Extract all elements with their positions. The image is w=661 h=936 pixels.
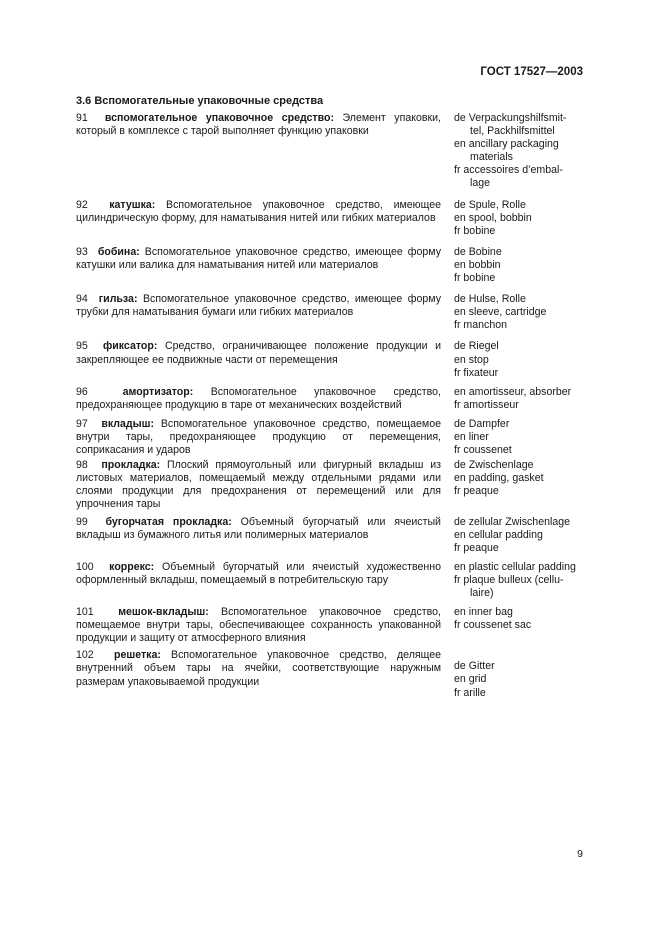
- equivalent-line: fr arille: [454, 686, 486, 699]
- entry-number: 98: [76, 459, 88, 472]
- page-number: 9: [577, 848, 583, 860]
- definition: [76, 112, 441, 191]
- equivalents: [454, 418, 586, 457]
- term-entry: [76, 386, 586, 412]
- equivalent-line: fr peaque: [454, 485, 499, 498]
- equivalent-line: en liner: [454, 430, 489, 443]
- equivalent-line: fr peaque: [454, 541, 499, 554]
- definition-text: Вспомогательное упаковочное средство, имеющее форму катушки или валика для наматывания нитей или материалов: [76, 245, 441, 271]
- equivalent-line: fr bobine: [454, 272, 496, 285]
- entry-number: 95: [76, 340, 88, 353]
- equivalent-line: en spool, bobbin: [454, 211, 532, 224]
- standard-header: ГОСТ 17527—2003: [480, 66, 583, 78]
- definition: [76, 246, 441, 285]
- term-entry: [76, 199, 586, 238]
- equivalent-line: fr manchon: [454, 319, 507, 332]
- equivalents: [454, 199, 586, 238]
- term-entry: [76, 561, 586, 600]
- term-entry: [76, 340, 586, 379]
- term-entry: [76, 459, 586, 511]
- term: бобина:: [97, 245, 140, 258]
- equivalents: [454, 386, 586, 412]
- term: вспомогательное упаковочное средство:: [104, 112, 334, 124]
- definition-text: Элемент упаковки, который в комплексе с тарой выполняет функцию упаковки: [76, 112, 441, 138]
- equivalent-line: fr bobine: [454, 224, 496, 237]
- term-entry: [76, 649, 586, 699]
- definition-text: Вспомогательное упаковочное средство, помещаемое внутри тары, обеспечивающее сохранность упакованной продукции и защиту от атмосферного влияния: [76, 606, 441, 645]
- term-entry: [76, 418, 586, 457]
- equivalent-line: de Riegel: [454, 340, 499, 353]
- equivalents: [454, 606, 586, 645]
- equivalents: [454, 516, 586, 555]
- definition-text: Вспомогательное упаковочное средство, предохраняющее продукцию в таре от механических воздействий: [76, 385, 441, 411]
- equivalent-line: de Dampfer: [454, 417, 510, 430]
- section-title: 3.6 Вспомогательные упаковочные средства: [76, 95, 324, 107]
- equivalent-line: fr fixateur: [454, 366, 499, 379]
- equivalent-line: en cellular padding: [454, 528, 543, 541]
- term: прокладка:: [101, 459, 161, 472]
- definition-text: Вспомогательное упаковочное средство, имеющее форму трубки для наматывания бумаги или гибких материалов: [76, 293, 441, 319]
- term-entries: [76, 112, 586, 700]
- equivalent-line: en stop: [454, 353, 489, 366]
- term: катушка:: [109, 198, 156, 211]
- definition: [76, 340, 441, 379]
- term-entry: [76, 246, 586, 285]
- definition: [76, 418, 441, 457]
- entry-number: 92: [76, 198, 88, 211]
- definition-text: Вспомогательное упаковочное средство, делящее внутренний объем тары на ячейки, соответствующие наружным размерам упаковываемой продукции: [76, 649, 442, 688]
- term: бугорчатая прокладка:: [105, 515, 232, 528]
- definition-text: Вспомогательное упаковочное средство, имеющее цилиндрическую форму, для наматывания нитей или гибких материалов: [76, 198, 441, 224]
- term: вкладыш:: [101, 417, 155, 430]
- definition: [76, 606, 441, 645]
- equivalent-line: fr coussenet sac: [454, 619, 532, 632]
- equivalent-line: fr amortisseur: [454, 398, 519, 411]
- term-entry: [76, 606, 586, 645]
- equivalent-line: en bobbin: [454, 258, 501, 271]
- definition: [76, 516, 441, 555]
- definition: [76, 459, 441, 511]
- definition-text: Объемный бугорчатый или ячеистый художественно оформленный вкладыш, помещаемый в потребительскую тару: [76, 560, 441, 586]
- definition: [76, 386, 441, 412]
- definition: [76, 293, 441, 332]
- equivalent-line: materials: [470, 151, 513, 164]
- equivalent-line: en sleeve, cartridge: [454, 306, 547, 319]
- equivalent-line: en amortisseur, absorber: [454, 385, 572, 398]
- equivalent-line: fr coussenet: [454, 444, 512, 457]
- definition-text: Средство, ограничивающее положение продукции и закрепляющее ее подвижные части от перемещения: [76, 340, 441, 366]
- equivalent-line: de Bobine: [454, 245, 502, 258]
- equivalent-line: tel, Packhilfsmittel: [470, 125, 555, 138]
- term: гильза:: [98, 293, 138, 306]
- entry-number: 93: [76, 245, 88, 258]
- definition-text: Объемный бугорчатый или ячеистый вкладыш из бумажного литья или полимерных материалов: [76, 515, 441, 541]
- term: решетка:: [114, 649, 161, 662]
- entry-number: 91: [76, 112, 88, 124]
- entry-number: 94: [76, 293, 88, 306]
- equivalent-line: de Gitter: [454, 660, 495, 673]
- entry-number: 101: [76, 606, 94, 619]
- equivalents: [454, 246, 586, 285]
- equivalents: [454, 649, 586, 699]
- equivalent-line: de Spule, Rolle: [454, 198, 526, 211]
- equivalent-line: en grid: [454, 673, 487, 686]
- entry-number: 96: [76, 385, 88, 398]
- definition: [76, 561, 441, 600]
- equivalents: [454, 459, 586, 511]
- equivalents: [454, 112, 586, 191]
- definition-text: Плоский прямоугольный или фигурный вкладыш из листовых материалов, помещаемый между отдельными рядами или слоями продукции для предохранения от перемещений или для упрочнения тары: [76, 459, 441, 511]
- definition: [76, 199, 441, 238]
- equivalent-line: fr accessoires d’embal-: [454, 164, 563, 177]
- entry-number: 99: [76, 515, 88, 528]
- equivalents: [454, 561, 586, 600]
- definition-text: Вспомогательное упаковочное средство, помещаемое внутри тары, предохраняющее продукцию от перемещения, соприкасания и ударов: [76, 417, 441, 457]
- term-entry: [76, 293, 586, 332]
- equivalent-line: de Hulse, Rolle: [454, 293, 526, 306]
- definition: [76, 649, 441, 699]
- equivalent-line: de Zwischenlage: [454, 459, 534, 472]
- entry-number: 102: [76, 649, 94, 662]
- entry-number: 97: [76, 417, 88, 430]
- equivalent-line: de zellular Zwischenlage: [454, 515, 571, 528]
- term: коррекс:: [109, 560, 155, 573]
- equivalent-line: de Verpackungshilfsmit-: [454, 112, 567, 124]
- equivalent-line: en padding, gasket: [454, 472, 544, 485]
- equivalent-line: en ancillary packaging: [454, 138, 559, 151]
- equivalent-line: en plastic cellular padding: [454, 560, 576, 573]
- equivalent-line: lage: [470, 177, 491, 190]
- term: амортизатор:: [122, 385, 194, 398]
- term-entry: [76, 516, 586, 555]
- equivalents: [454, 340, 586, 379]
- term-entry: [76, 112, 586, 191]
- term: фиксатор:: [102, 340, 158, 353]
- term: мешок-вкладыш:: [118, 606, 209, 619]
- equivalent-line: en inner bag: [454, 606, 513, 619]
- equivalent-line: laire): [470, 587, 494, 599]
- equivalent-line: fr plaque bulleux (cellu-: [454, 573, 564, 586]
- equivalents: [454, 293, 586, 332]
- entry-number: 100: [76, 560, 94, 573]
